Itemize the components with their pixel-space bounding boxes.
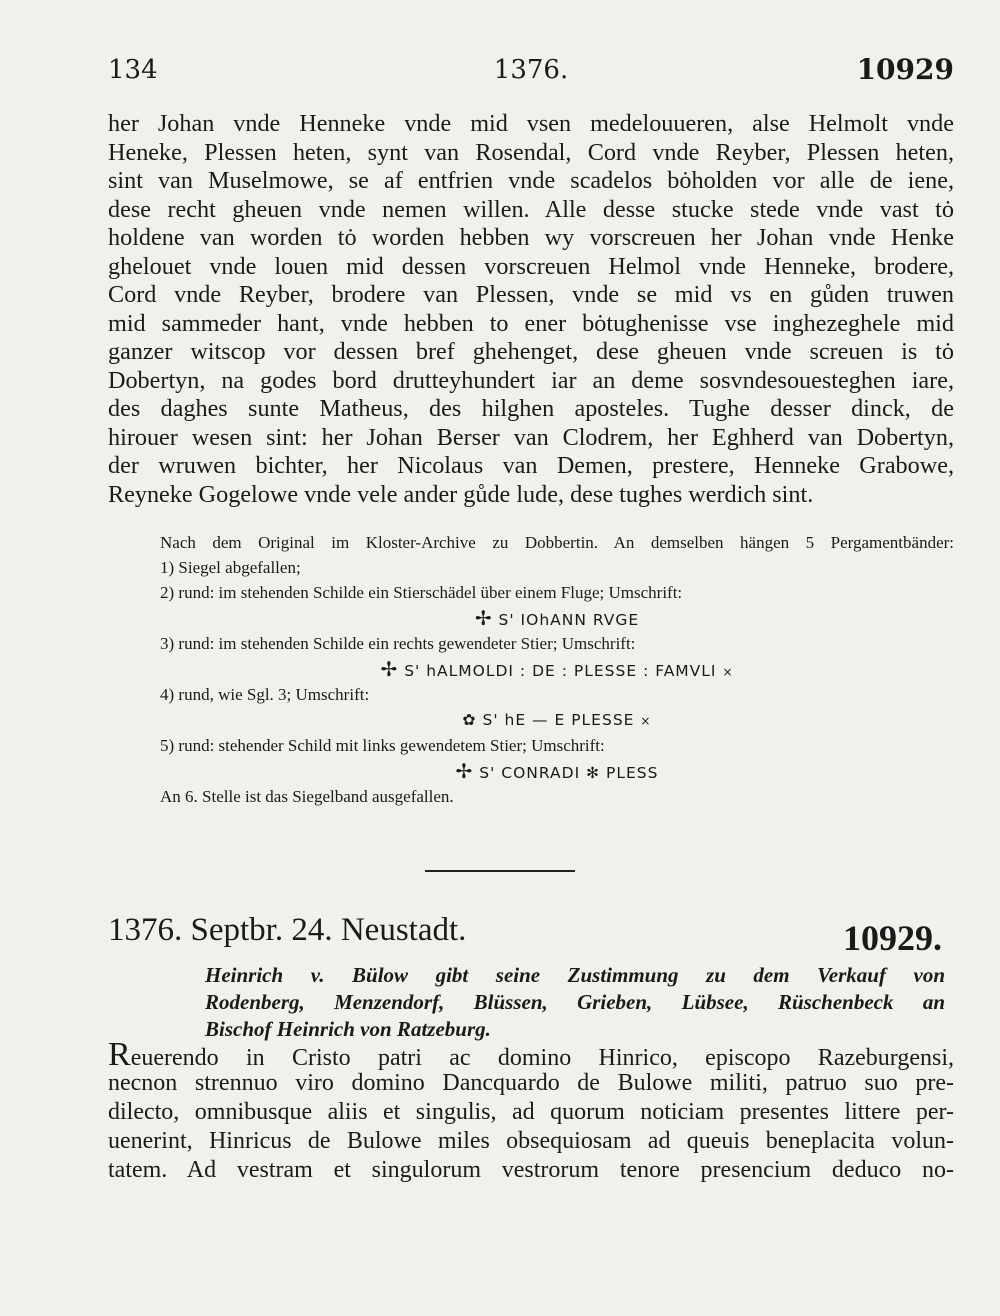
legend-text: S' hE — E PLESSE: [482, 711, 635, 729]
regest-date-place: 1376. Septbr. 24. Neustadt.: [108, 912, 467, 948]
text-line: ganzer witscop vor dessen bref ghehenget, dese gheuen vnde screuen is tȯ: [108, 338, 954, 365]
legend-text: S' IOhANN RVGE: [498, 611, 640, 629]
charter-text: [108, 110, 954, 509]
note-closing: An 6. Stelle ist das Siegelband ausgefallen.: [160, 787, 454, 806]
section-divider: [425, 870, 575, 872]
initial-letter: R: [108, 1036, 131, 1073]
summary-line: Heinrich v. Bülow gibt seine Zustimmung zu dem Verkauf von: [205, 963, 945, 987]
header-year: 1376.: [493, 55, 569, 85]
note-seal-4: 4) rund, wie Sgl. 3; Umschrift:: [160, 685, 370, 704]
text-line-content: euerendo in Cristo patri ac domino Hinrico, episcopo Razeburgensi,: [130, 1045, 954, 1071]
note-seal-1: 1) Siegel abgefallen;: [160, 558, 301, 577]
text-line: uenerint, Hinricus de Bulowe miles obsequiosam ad queuis beneplacita volun-: [108, 1128, 954, 1154]
running-header: [108, 52, 954, 88]
seal-legend-4: [160, 707, 954, 733]
text-line: Cord vnde Reyber, brodere van Plessen, vnde se mid vs en gůden truwen: [108, 281, 954, 308]
text-line: tatem. Ad vestram et singulorum vestrorum tenore presencium deduco no-: [108, 1157, 954, 1183]
text-line: [108, 1036, 954, 1073]
text-line: sint van Muselmowe, se af entfrien vnde scadelos bȯholden vor alle de iene,: [108, 167, 954, 194]
text-line: mid sammeder hant, vnde hebben to ener bȯtughenisse vse inghezeghele mid: [108, 309, 954, 337]
note-seal-3: 3) rund: im stehenden Schilde ein rechts gewendeter Stier; Umschrift:: [160, 634, 636, 653]
header-document-number: 10929: [856, 53, 954, 86]
rosette-icon: ✿: [462, 711, 477, 729]
cross-icon: ✢: [455, 759, 474, 783]
text-line: Heneke, Plessen heten, synt van Rosendal, Cord vnde Reyber, Plessen heten,: [108, 138, 954, 166]
text-line: dilecto, omnibusque aliis et singulis, ad quorum noticiam presentes littere per-: [108, 1099, 954, 1125]
page-number: 134: [108, 55, 158, 85]
latin-text: [108, 1036, 954, 1185]
legend-text: S' CONRADI ✻ PLESS: [479, 764, 659, 782]
note-intro: Nach dem Original im Kloster-Archive zu Dobbertin. An demselben hängen 5 Pergamentbänder:: [160, 533, 954, 552]
regest-summary: [205, 962, 945, 1043]
text-line: Reyneke Gogelowe vnde vele ander gůde lude, dese tughes werdich sint.: [108, 480, 814, 508]
text-line: necnon strennuo viro domino Dancquardo de Bulowe militi, patruo suo pre-: [108, 1070, 954, 1096]
legend-text: S' hALMOLDI : DE : PLESSE : FAMVLI: [404, 662, 717, 680]
summary-line: Bischof Heinrich von Ratzeburg.: [205, 1017, 491, 1041]
note-seal-5: 5) rund: stehender Schild mit links gewendetem Stier; Umschrift:: [160, 736, 605, 755]
text-line: holdene van worden tȯ worden hebben wy vorscreuen her Johan vnde Henke: [108, 224, 954, 251]
text-line: der wruwen bichter, her Nicolaus van Demen, prestere, Henneke Grabowe,: [108, 452, 954, 479]
regest-heading: [108, 910, 954, 958]
cross-icon: ✢: [380, 657, 399, 681]
seal-legend-5: [160, 758, 954, 784]
seal-legend-2: [160, 605, 954, 631]
text-line: her Johan vnde Henneke vnde mid vsen medelouueren, alse Helmolt vnde: [108, 110, 954, 137]
text-line: dese recht gheuen vnde nemen willen. Alle desse stucke stede vnde vast tȯ: [108, 195, 954, 223]
text-line: Dobertyn, na godes bord drutteyhundert iar an deme sosvndesouesteghen iare,: [108, 366, 954, 394]
saltire-icon: ×: [640, 714, 652, 728]
seal-legend-3: [160, 656, 954, 682]
summary-line: Rodenberg, Menzendorf, Blüssen, Grieben, Lübsee, Rüschenbeck an: [205, 990, 945, 1014]
note-seal-2: 2) rund: im stehenden Schilde ein Stierschädel über einem Fluge; Umschrift:: [160, 583, 683, 602]
text-line: des daghes sunte Matheus, des hilghen aposteles. Tughe desser dinck, de: [108, 395, 954, 422]
seal-notes: [160, 530, 954, 809]
regest-number: 10929.: [843, 918, 942, 958]
saltire-icon: ×: [722, 665, 734, 679]
cross-icon: ✢: [474, 606, 493, 630]
text-line: hirouer wesen sint: her Johan Berser van Clodrem, her Eghherd van Dobertyn,: [108, 423, 954, 451]
text-line: ghelouet vnde louen mid dessen vorscreuen Helmol vnde Henneke, brodere,: [108, 252, 954, 280]
